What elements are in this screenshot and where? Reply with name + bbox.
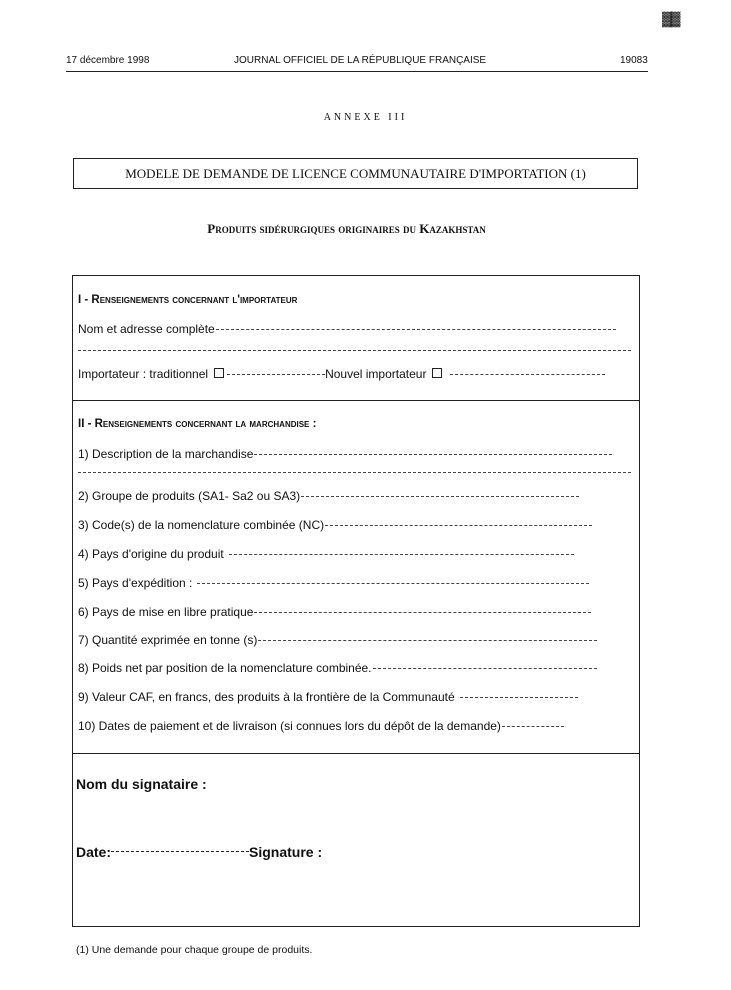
header-rule: [66, 71, 648, 72]
section1-heading: I - Renseignements concernant l'importateur: [78, 294, 298, 306]
importer-traditional-label: Importateur : traditionnel: [78, 367, 209, 381]
item-nc-code-field[interactable]: [78, 518, 592, 532]
new-importer-label: Nouvel importateur: [325, 367, 427, 381]
name-address-field[interactable]: [78, 322, 616, 336]
traditional-importer-checkbox[interactable]: [214, 368, 224, 378]
section2-heading: II - Renseignements concernant la marchandise :: [78, 418, 317, 430]
item-dotted-line: [258, 640, 597, 641]
form-title: MODELE DE DEMANDE DE LICENCE COMMUNAUTAIRE D'IMPORTATION (1): [125, 165, 586, 181]
name-address-second-line[interactable]: [78, 350, 631, 351]
scan-stamp-mark: ▓▓: [662, 10, 679, 26]
item-dotted-line: [229, 554, 574, 555]
item-cif-value-field[interactable]: [78, 690, 578, 704]
item-label: 7) Quantité exprimée en tonne (s): [78, 633, 258, 647]
item-label: 4) Pays d'origine du produit: [78, 547, 224, 561]
footnote: (1) Une demande pour chaque groupe de produits.: [76, 944, 313, 956]
item-quantity-field[interactable]: [78, 633, 597, 647]
item-dotted-line: [301, 496, 579, 497]
name-address-label: Nom et adresse complète: [78, 322, 215, 336]
item-label: 1) Description de la marchandise: [78, 447, 254, 461]
date-dotted-line[interactable]: [111, 851, 249, 852]
item-label: 10) Dates de paiement et de livraison (si connues lors du dépôt de la demande): [78, 719, 501, 733]
item-shipping-country-field[interactable]: [78, 576, 589, 590]
header-page-number: 19083: [620, 55, 648, 66]
name-address-dotted-line: [216, 329, 616, 330]
item-dotted-line: [502, 726, 564, 727]
new-importer-dotted-line: [450, 374, 605, 375]
importer-dotted-line: [227, 374, 325, 375]
form-title-box: [73, 158, 638, 189]
signatory-name-label[interactable]: Nom du signataire :: [76, 776, 207, 792]
date-label[interactable]: Date:: [76, 844, 112, 860]
item-description-second-line[interactable]: [78, 472, 631, 473]
item-label: 9) Valeur CAF, en francs, des produits à la frontière de la Communauté: [78, 690, 455, 704]
item-origin-country-field[interactable]: [78, 547, 574, 561]
new-importer-checkbox[interactable]: [432, 368, 442, 378]
item-dotted-line: [460, 697, 578, 698]
item-dotted-line: [254, 454, 612, 455]
item-net-weight-field[interactable]: [78, 661, 597, 675]
item-dotted-line: [373, 668, 597, 669]
importer-type-row: [78, 367, 605, 381]
item-description-field[interactable]: [78, 447, 612, 461]
item-label: 5) Pays d'expédition :: [78, 576, 193, 590]
item-label: 3) Code(s) de la nomenclature combinée (NC): [78, 518, 325, 532]
item-label: 6) Pays de mise en libre pratique: [78, 605, 254, 619]
item-label: 8) Poids net par position de la nomenclature combinée.: [78, 661, 372, 675]
item-dotted-line: [254, 612, 591, 613]
item-dotted-line: [325, 525, 592, 526]
header-journal-title: JOURNAL OFFICIEL DE LA RÉPUBLIQUE FRANÇAISE: [234, 55, 487, 66]
item-free-circulation-country-field[interactable]: [78, 605, 591, 619]
item-dotted-line: [197, 583, 589, 584]
section-divider-1: [72, 400, 640, 401]
item-product-group-field[interactable]: [78, 489, 579, 503]
annex-label: ANNEXE III: [323, 112, 408, 123]
section-divider-2: [72, 753, 640, 754]
signature-label[interactable]: Signature :: [249, 844, 323, 860]
item-payment-delivery-dates-field[interactable]: [78, 719, 564, 733]
form-subtitle: Produits sidérurgiques originaires du Kazakhstan: [207, 221, 486, 236]
header-date: 17 décembre 1998: [66, 55, 150, 66]
date-signature-row: [76, 844, 322, 860]
item-label: 2) Groupe de produits (SA1- Sa2 ou SA3): [78, 489, 301, 503]
